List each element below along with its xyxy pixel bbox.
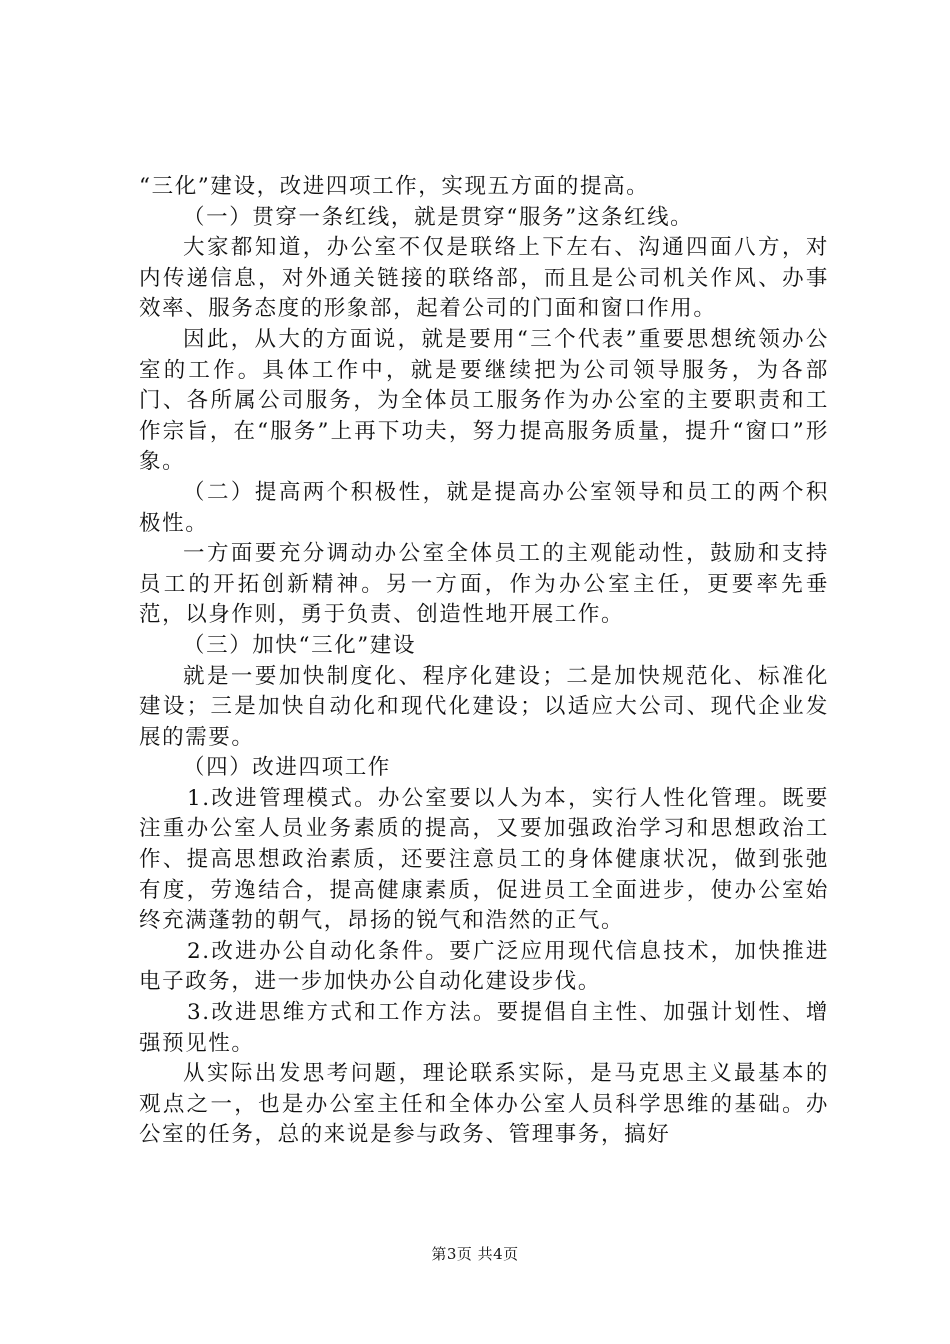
document-body	[139, 172, 829, 1151]
heading-2: （二）提高两个积极性，就是提高办公室领导和员工的两个积极性。	[139, 479, 829, 536]
paragraph-1: “三化”建设，改进四项工作，实现五方面的提高。	[139, 174, 650, 199]
list-item-2: 2.改进办公自动化条件。要广泛应用现代信息技术，加快推进电子政务，进一步加快办公自动化建设步伐。	[139, 938, 829, 995]
paragraph-5: 就是一要加快制度化、程序化建设；二是加快规范化、标准化建设；三是加快自动化和现代化建设；以适应大公司、现代企业发展的需要。	[139, 663, 829, 750]
list-item-1: 1.改进管理模式。办公室要以人为本，实行人性化管理。既要注重办公室人员业务素质的提高，又要加强政治学习和思想政治工作、提高思想政治素质，还要注意员工的身体健康状况，做到张弛有度，劳逸结合，提高健康素质，促进员工全面进步，使办公室始终充满蓬勃的朝气，昂扬的锐气和浩然的正气。	[139, 785, 829, 934]
paragraph-3: 因此，从大的方面说，就是要用“三个代表”重要思想统领办公室的工作。具体工作中，就是要继续把为公司领导服务，为各部门、各所属公司服务，为全体员工服务作为办公室的主要职责和工作宗旨，在“服务”上再下功夫，努力提高服务质量，提升“窗口”形象。	[139, 326, 829, 475]
heading-1: （一）贯穿一条红线，就是贯穿“服务”这条红线。	[183, 204, 694, 230]
list-item-3: 3.改进思维方式和工作方法。要提倡自主性、加强计划性、增强预见性。	[139, 1000, 829, 1056]
heading-3: （三）加快“三化”建设	[183, 632, 417, 658]
page-number-footer: 第3页 共4页	[431, 1245, 519, 1263]
paragraph-6: 从实际出发思考问题，理论联系实际，是马克思主义最基本的观点之一，也是办公室主任和全体办公室人员科学思维的基础。办公室的任务，总的来说是参与政务、管理事务，搞好	[139, 1061, 829, 1148]
paragraph-4: 一方面要充分调动办公室全体员工的主观能动性，鼓励和支持员工的开拓创新精神。另一方面，作为办公室主任，更要率先垂范，以身作则，勇于负责、创造性地开展工作。	[139, 541, 829, 628]
heading-4: （四）改进四项工作	[183, 755, 391, 781]
paragraph-2: 大家都知道，办公室不仅是联络上下左右、沟通四面八方，对内传递信息，对外通关链接的联络部，而且是公司机关作风、办事效率、服务态度的形象部，起着公司的门面和窗口作用。	[139, 235, 829, 322]
